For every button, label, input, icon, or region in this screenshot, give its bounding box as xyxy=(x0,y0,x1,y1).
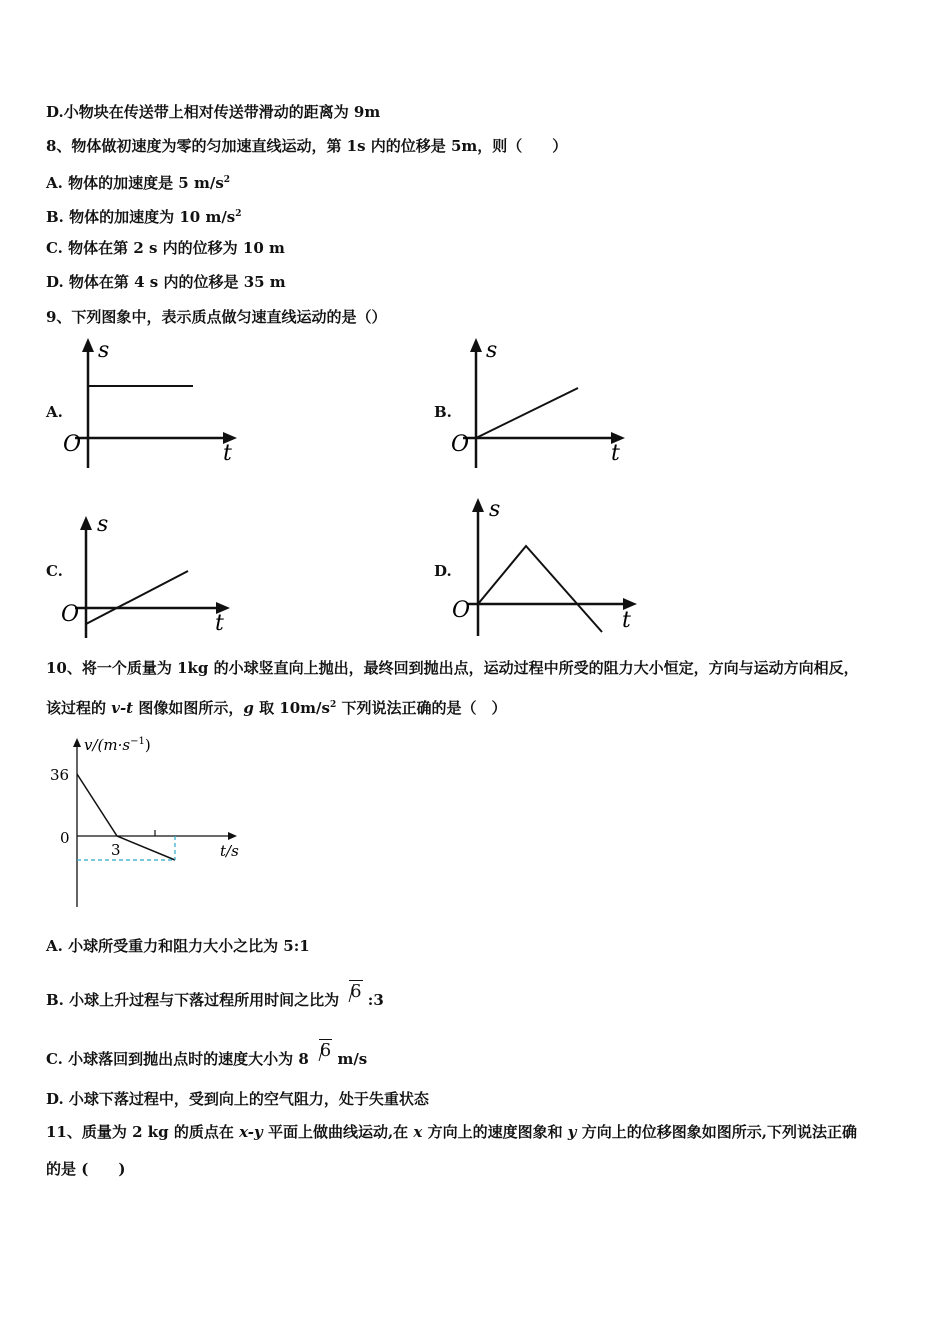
q10-option-c-text: C. 小球落回到抛出点时的速度大小为 8 xyxy=(46,1050,309,1068)
q10-text-d: 下列说法正确的是（ ） xyxy=(336,699,507,717)
origin-label: O xyxy=(63,432,82,457)
graph-a xyxy=(55,335,255,475)
graph-c-label: C. xyxy=(46,562,63,580)
graph-d-label: D. xyxy=(434,562,452,580)
q11-text-c: 方向上的速度图象和 xyxy=(422,1123,568,1141)
graph-a-label: A. xyxy=(46,403,63,421)
q8-option-b xyxy=(46,204,242,227)
question-9: 9、下列图象中，表示质点做匀速直线运动的是（） xyxy=(46,308,387,326)
question-11-line2: 的是 ( ) xyxy=(46,1160,126,1178)
sqrt-symbol xyxy=(339,982,362,1002)
q8-option-c: C. 物体在第 2 s 内的位移为 10 m xyxy=(46,239,285,257)
q8-option-a xyxy=(46,170,230,193)
q11-text-a: 11、质量为 2 kg 的质点在 xyxy=(46,1123,240,1141)
s-axis-label: s xyxy=(486,338,498,363)
sqrt-symbol xyxy=(309,1041,332,1061)
origin-label: O xyxy=(452,598,471,623)
vt-ylabel: v/(m·s xyxy=(84,736,131,754)
q10-option-c xyxy=(46,1041,367,1069)
q11-text-b: 平面上做曲线运动,在 xyxy=(262,1123,414,1141)
origin-label: O xyxy=(61,602,80,627)
s-axis-label: s xyxy=(98,338,110,363)
q10-option-c-post: m/s xyxy=(332,1050,368,1068)
t-axis-label: t xyxy=(622,608,631,633)
graph-d xyxy=(447,493,667,643)
q10-vt: v-t xyxy=(111,699,134,717)
superscript: 2 xyxy=(235,209,242,219)
q10-option-b-post: :3 xyxy=(362,991,384,1009)
vt-ylabel-end: ) xyxy=(144,736,151,754)
origin-label: O xyxy=(451,432,470,457)
superscript: 2 xyxy=(329,700,337,710)
sqrt-value: 6 xyxy=(319,1040,332,1061)
q11-text-d: 方向上的位移图象如图所示,下列说法正确 xyxy=(576,1123,857,1141)
q8-option-d: D. 物体在第 4 s 内的位移是 35 m xyxy=(46,273,286,291)
q11-x: x xyxy=(413,1123,423,1141)
q8-option-a-text: A. 物体的加速度是 5 m/s xyxy=(46,174,224,192)
superscript: 2 xyxy=(223,175,231,185)
s-axis-label: s xyxy=(489,497,501,522)
vt-graph xyxy=(48,730,258,910)
t-axis-label: t xyxy=(215,611,224,636)
question-10-line2 xyxy=(46,695,506,718)
t-axis-label: t xyxy=(611,441,620,466)
q10-option-b-text: B. 小球上升过程与下落过程所用时间之比为 xyxy=(46,991,340,1009)
q10-g: g xyxy=(243,699,254,717)
question-8: 8、物体做初速度为零的匀加速直线运动，第 1s 内的位移是 5m，则（ ） xyxy=(46,137,568,155)
graph-b xyxy=(443,335,643,475)
vt-ylabel-exp: −1 xyxy=(130,736,145,747)
s-axis-label: s xyxy=(97,512,109,537)
vt-xlabel: t/s xyxy=(220,842,239,860)
graph-c xyxy=(55,508,255,648)
q10-option-d: D. 小球下落过程中，受到向上的空气阻力，处于失重状态 xyxy=(46,1090,429,1108)
question-11-line1 xyxy=(46,1122,857,1142)
q10-text-c: 取 10m/s xyxy=(253,699,330,717)
sqrt-value: 6 xyxy=(350,981,362,1002)
graph-b-label: B. xyxy=(434,403,452,421)
q11-xy: x-y xyxy=(239,1123,263,1141)
option-d-prev: D.小物块在传送带上相对传送带滑动的距离为 9m xyxy=(46,103,381,121)
q10-option-a: A. 小球所受重力和阻力大小之比为 5:1 xyxy=(46,937,310,955)
vt-x3: 3 xyxy=(111,841,121,859)
q10-text-a: 该过程的 xyxy=(46,699,112,717)
vt-y0: 0 xyxy=(60,829,70,847)
q10-option-b xyxy=(46,982,384,1010)
vt-y36: 36 xyxy=(50,766,70,784)
q10-text-b: 图像如图所示， xyxy=(133,699,244,717)
q11-y: y xyxy=(567,1123,577,1141)
svg-text:v/(m·s−1) xyxy=(84,736,151,754)
t-axis-label: t xyxy=(223,441,232,466)
q8-option-b-text: B. 物体的加速度为 10 m/s xyxy=(46,208,236,226)
question-10-line1: 10、将一个质量为 1kg 的小球竖直向上抛出，最终回到抛出点，运动过程中所受的阻力大小恒定，方向与运动方向相反， xyxy=(46,659,859,677)
